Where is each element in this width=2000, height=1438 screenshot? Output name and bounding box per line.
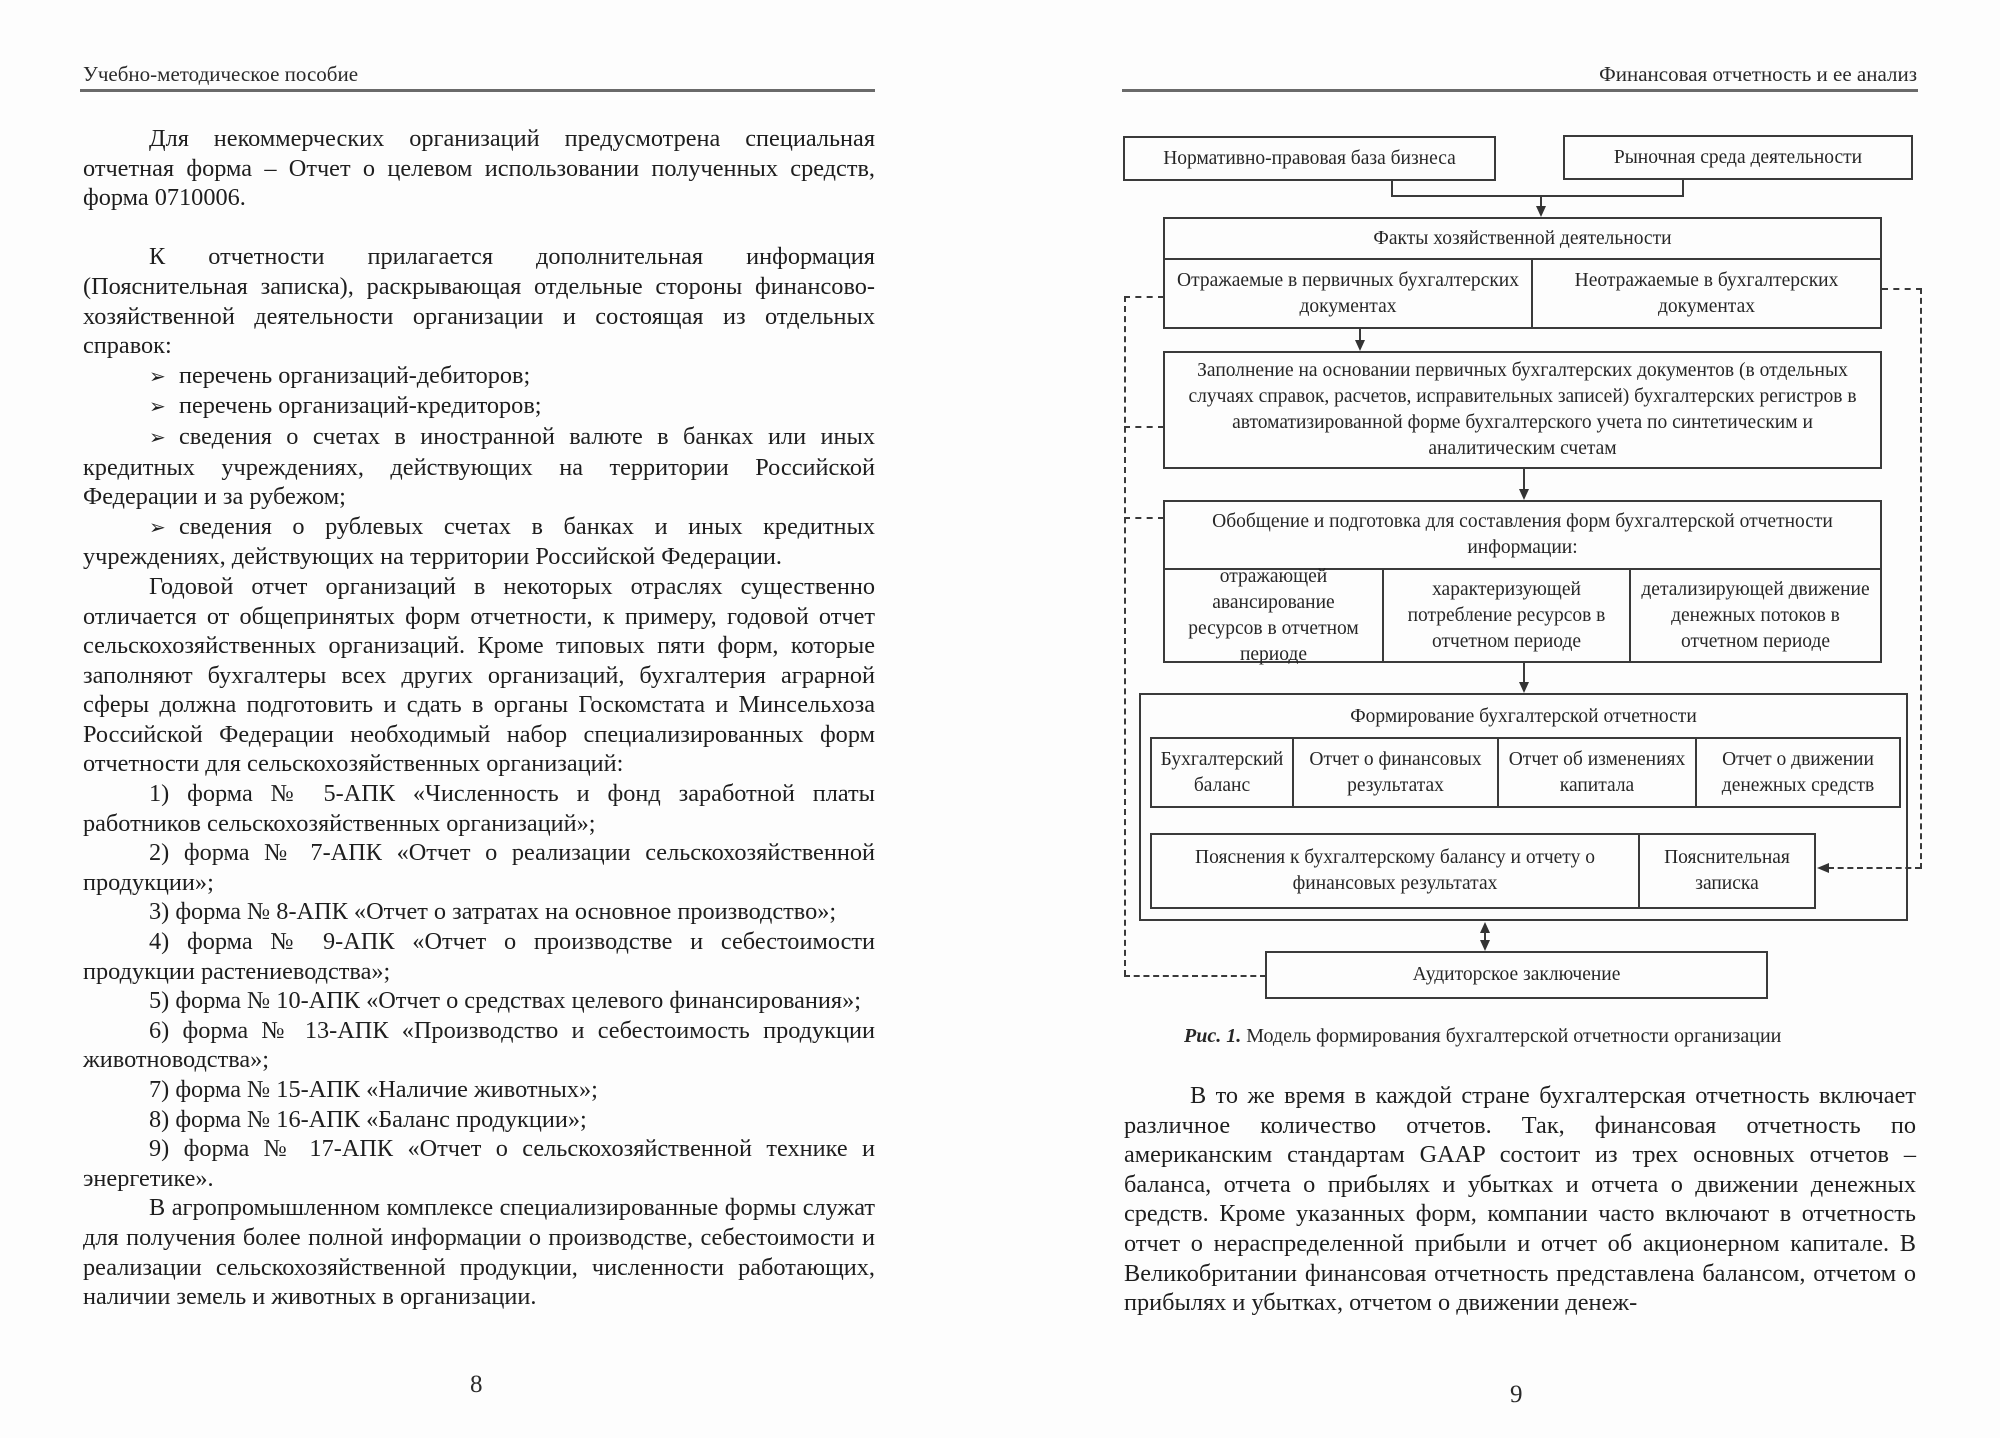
arrow-down-icon: [1480, 940, 1490, 951]
form-item: 3) форма № 8-АПК «Отчет о затратах на основное производство»;: [149, 898, 837, 926]
left-body: [83, 124, 875, 1312]
connector-line: [1391, 195, 1684, 197]
left-page: [0, 0, 960, 1438]
box-formation: Формирование бухгалтерской отчетности: [1139, 693, 1908, 921]
arrow-down-icon: [1519, 682, 1529, 693]
box-generalization: Обобщение и подготовка для составления форм бухгалтерской отчетности информации:: [1163, 500, 1882, 570]
dashed-feedback-line: [1882, 288, 1922, 290]
box-audit-report: Аудиторское заключение: [1265, 951, 1768, 999]
bullet-item: ➢ перечень организаций-дебиторов;: [83, 361, 875, 392]
dashed-feedback-line: [1124, 517, 1164, 519]
box-report-capital-changes: Отчет об изменениях капитала: [1497, 737, 1697, 808]
arrowhead-bullet-icon: ➢: [149, 394, 166, 419]
form-item: 9) форма № 17-АПК «Отчет о сельскохозяйственной технике и энергетике».: [83, 1135, 875, 1192]
dashed-feedback-line: [1920, 288, 1922, 869]
arrow-down-icon: [1519, 489, 1529, 500]
arrowhead-bullet-icon: ➢: [149, 514, 166, 539]
connector-line: [1682, 180, 1684, 196]
paragraph-international: В то же время в каждой стране бухгалтерская отчетность включает различное количество отчетов. Так, финансовая отчетность по американским стандартам GAAP состоит из трех основных отчетов – баланса, отчета о прибылях и убытках и отчета о движении денежных средств. Кроме указанных форм, компании часто включают в отчетность отчет о нераспределенной прибыли и отчет об акционерном капитале. В Великобритании финансовая отчетность представлена балансом, отчетом о прибылях и убытках, отчетом о движении денеж-: [1124, 1082, 1916, 1317]
box-explanatory-note: Пояснительная записка: [1638, 833, 1816, 909]
form-item: 6) форма № 13-АПК «Производство и себестоимость продукции животноводства»;: [83, 1016, 875, 1074]
header-rule: [80, 89, 875, 92]
form-item: 1) форма № 5-АПК «Численность и фонд заработной платы работников сельскохозяйственных организаций»;: [83, 780, 875, 837]
box-legal-base: Нормативно-правовая база бизнеса: [1123, 136, 1496, 181]
box-market-environment: Рыночная среда деятельности: [1563, 135, 1913, 180]
page-number-right: 9: [1510, 1381, 1523, 1408]
arrowhead-bullet-icon: ➢: [149, 424, 166, 449]
right-body: [1124, 1081, 1916, 1318]
box-not-reflected: Неотражаемые в бухгалтерских документах: [1531, 258, 1882, 329]
header-rule: [1122, 89, 1918, 92]
paragraph-annual-report: Годовой отчет организаций в некоторых отраслях существенно отличается от общепринятых форм отчетности, к примеру, годовой отчет сельскохозяйственных организаций. Кроме типовых пяти форм, которые заполняют бухгалтеры всех других организаций, бухгалтерия аграрной сферы должна подготовить и сдать в органы Госкомстата и Минсельхоза Российской Федерации необходимый набор специализированных форм отчетности для сельскохозяйственных организаций:: [83, 572, 875, 778]
box-report-cash-flow: Отчет о движении денежных средств: [1695, 737, 1901, 808]
arrow-down-icon: [1355, 340, 1365, 351]
form-item: 5) форма № 10-АПК «Отчет о средствах целевого финансирования»;: [149, 987, 861, 1015]
form-item: 4) форма № 9-АПК «Отчет о производстве и себестоимости продукции растениеводства»;: [83, 928, 875, 985]
form-item: 2) форма № 7-АПК «Отчет о реализации сельскохозяйственной продукции»;: [83, 839, 875, 896]
box-gen-advance: отражающей авансирование ресурсов в отчетном периоде: [1163, 568, 1384, 663]
page-number-left: 8: [470, 1371, 483, 1398]
bullet-item: ➢ сведения о рублевых счетах в банках и иных кредитных учреждениях, действующих на территории Российской Федерации.: [83, 512, 875, 571]
box-gen-consumption: характеризующей потребление ресурсов в отчетном периоде: [1382, 568, 1631, 663]
connector-line: [1523, 469, 1525, 489]
paragraph-agro: В агропромышленном комплексе специализированные формы служат для получения более полной информации о производстве, себестоимости и реализации сельскохозяйственной продукции, численности работающих, наличии земель и животных в организации.: [83, 1194, 875, 1311]
box-explanations: Пояснения к бухгалтерскому балансу и отчету о финансовых результатах: [1150, 833, 1640, 909]
box-report-financial-results: Отчет о финансовых результатах: [1292, 737, 1499, 808]
running-head-right: Финансовая отчетность и ее анализ: [1599, 62, 1917, 86]
paragraph-attachments: К отчетности прилагается дополнительная информация (Пояснительная записка), раскрывающая отдельные стороны финансово-хозяйственной деятельности организации и состоящая из отдельных справок:: [83, 243, 875, 360]
form-item: 8) форма № 16-АПК «Баланс продукции»;: [149, 1105, 587, 1133]
box-business-facts: Факты хозяйственной деятельности: [1163, 217, 1882, 260]
arrow-down-icon: [1536, 206, 1546, 217]
bullet-item: ➢ сведения о счетах в иностранной валюте в банках или иных кредитных учреждениях, действующих на территории Российской Федерации и за рубежом;: [83, 422, 875, 511]
connector-line: [1523, 663, 1525, 682]
connector-line: [1391, 181, 1393, 196]
dashed-feedback-line: [1124, 296, 1164, 298]
running-head-left: Учебно-методическое пособие: [83, 62, 359, 86]
box-report-balance: Бухгалтерский баланс: [1150, 737, 1294, 808]
figure-caption: Рис. 1. Модель формирования бухгалтерской отчетности организации: [1184, 1025, 1782, 1047]
arrowhead-bullet-icon: ➢: [149, 363, 166, 388]
box-gen-cashflow: детализирующей движение денежных потоков в отчетном периоде: [1629, 568, 1882, 663]
box-reflected: Отражаемые в первичных бухгалтерских документах: [1163, 258, 1533, 329]
box-filling-registers: Заполнение на основании первичных бухгалтерских документов (в отдельных случаях справок, расчетов, исправительных записей) бухгалтерских регистров в автоматизированной форме бухгалтерского учета по синтетическим и аналитическим счетам: [1163, 351, 1882, 469]
dashed-feedback-line: [1124, 296, 1126, 976]
paragraph-nonprofit: Для некоммерческих организаций предусмотрена специальная отчетная форма – Отчет о целевом использовании полученных средств, форма 0710006.: [83, 125, 875, 212]
bullet-item: ➢ перечень организаций-кредиторов;: [83, 391, 875, 422]
dashed-feedback-line: [1124, 975, 1266, 977]
form-item: 7) форма № 15-АПК «Наличие животных»;: [149, 1076, 598, 1103]
dashed-feedback-line: [1124, 426, 1164, 428]
dashed-feedback-line: [1828, 867, 1921, 869]
arrow-left-icon: [1817, 863, 1829, 873]
